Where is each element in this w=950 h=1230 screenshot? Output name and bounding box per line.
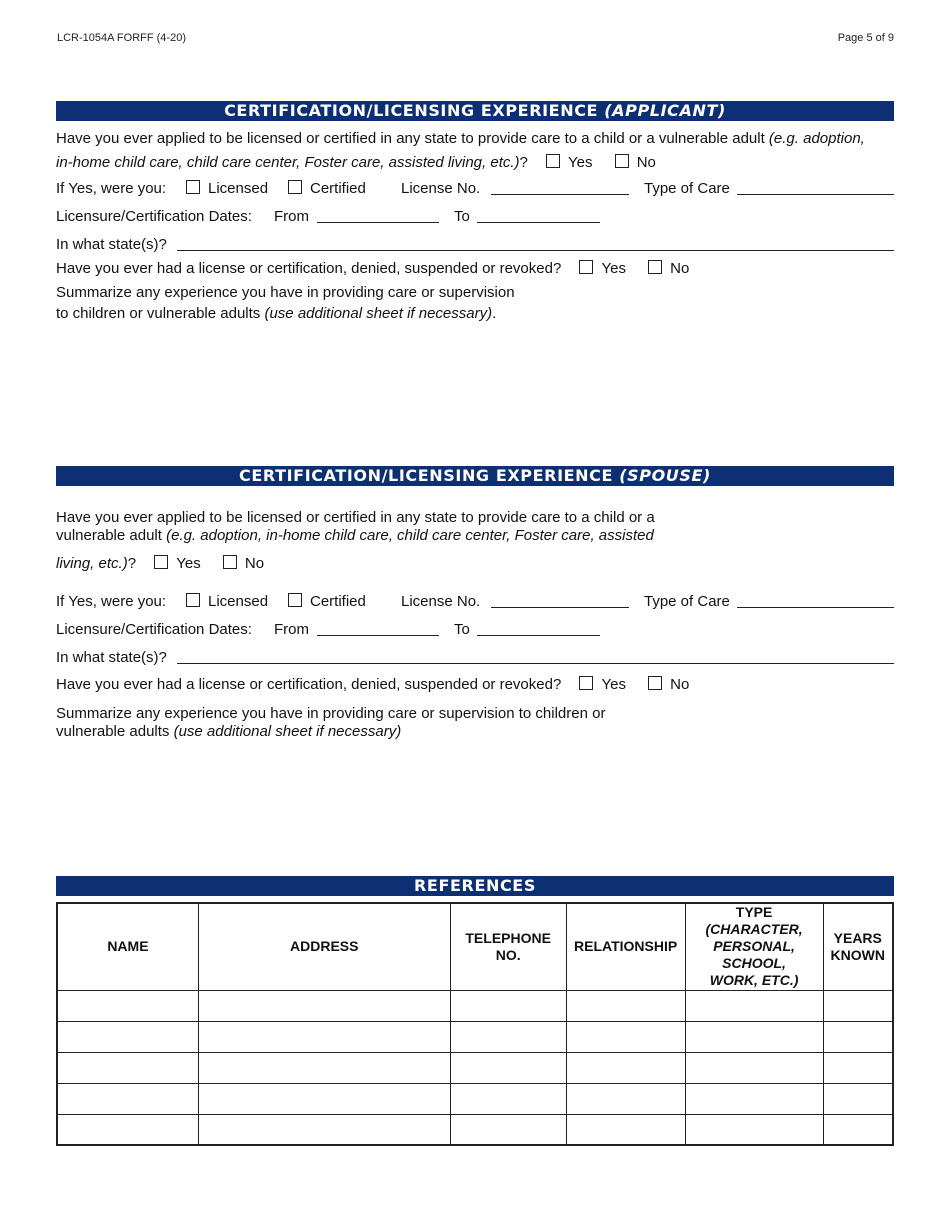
relationship-cell[interactable]: [566, 1083, 685, 1114]
question-mark: ?: [519, 154, 528, 171]
yes-label: Yes: [176, 555, 201, 572]
spouse-states-field[interactable]: [177, 663, 894, 664]
telephone-cell[interactable]: [450, 1083, 566, 1114]
spouse-revoked-yes-checkbox[interactable]: [579, 676, 593, 690]
applicant-section-header: [56, 101, 894, 121]
applicant-summary-prompt-line2: [56, 305, 496, 323]
applicant-from-label: From: [274, 208, 309, 225]
spouse-license-no-field[interactable]: [491, 607, 629, 608]
spouse-if-yes-label: If Yes, were you:: [56, 593, 167, 610]
spouse-from-label: From: [274, 621, 309, 638]
prompt-note: (use additional sheet if necessary): [264, 305, 493, 322]
years-known-cell[interactable]: [823, 990, 893, 1021]
spouse-licensed-checkbox[interactable]: [186, 593, 200, 607]
column-header-note: (CHARACTER, PERSONAL, SCHOOL, WORK, ETC.): [705, 921, 803, 989]
spouse-revoked-no-checkbox[interactable]: [648, 676, 662, 690]
spouse-license-no-label: License No.: [401, 593, 481, 610]
spouse-dates-label: Licensure/Certification Dates:: [56, 621, 252, 638]
references-section-header: [56, 876, 894, 896]
column-header-years-known: [823, 903, 893, 990]
applicant-type-of-care-label: Type of Care: [644, 180, 730, 197]
column-header-label: YEARS KNOWN: [830, 929, 885, 963]
relationship-cell[interactable]: [566, 990, 685, 1021]
no-label: No: [670, 676, 690, 693]
question-mark: ?: [127, 555, 137, 572]
applicant-revoked-no-option[interactable]: [648, 260, 689, 278]
column-header-label: RELATIONSHIP: [574, 938, 678, 955]
column-header-label: NAME: [107, 938, 149, 955]
spouse-applied-yes-checkbox[interactable]: [154, 555, 168, 569]
address-cell[interactable]: [198, 1052, 450, 1083]
references-header-row: [57, 903, 893, 990]
spouse-applied-yes-option[interactable]: [154, 555, 200, 573]
column-header-relationship: [566, 903, 685, 990]
table-row: [57, 990, 893, 1021]
applicant-licensed-checkbox[interactable]: [186, 180, 200, 194]
spouse-summary-prompt-line2: [56, 723, 401, 741]
applicant-to-label: To: [454, 208, 470, 225]
column-header-name: [57, 903, 198, 990]
applicant-from-date-field[interactable]: [317, 222, 439, 223]
address-cell[interactable]: [198, 1021, 450, 1052]
applicant-license-no-label: License No.: [401, 180, 481, 197]
type-cell[interactable]: [685, 1021, 823, 1052]
applicant-licensed-option[interactable]: [186, 180, 268, 198]
prompt-text: to children or vulnerable adults: [56, 305, 265, 322]
spouse-summary-area[interactable]: [56, 748, 894, 868]
spouse-section-title: CERTIFICATION/LICENSING EXPERIENCE: [239, 466, 614, 485]
page-number: Page 5 of 9: [837, 32, 894, 44]
name-cell[interactable]: [57, 1083, 198, 1114]
applicant-to-date-field[interactable]: [477, 222, 600, 223]
no-label: No: [670, 260, 690, 277]
applicant-applied-no-checkbox[interactable]: [615, 154, 629, 168]
spouse-type-of-care-label: Type of Care: [644, 593, 730, 610]
references-section-title: REFERENCES: [414, 876, 536, 895]
spouse-type-of-care-field[interactable]: [737, 607, 894, 608]
yes-label: Yes: [601, 676, 626, 693]
years-known-cell[interactable]: [823, 1083, 893, 1114]
telephone-cell[interactable]: [450, 990, 566, 1021]
table-row: [57, 1114, 893, 1145]
name-cell[interactable]: [57, 990, 198, 1021]
spouse-section-title-qualifier: (SPOUSE): [619, 466, 711, 485]
telephone-cell[interactable]: [450, 1114, 566, 1145]
column-header-label: ADDRESS: [290, 938, 359, 955]
spouse-applied-question-line2: [56, 527, 654, 545]
applicant-revoked-yes-checkbox[interactable]: [579, 260, 593, 274]
name-cell[interactable]: [57, 1114, 198, 1145]
address-cell[interactable]: [198, 1083, 450, 1114]
no-label: No: [244, 555, 265, 572]
applicant-applied-question-line2: [56, 154, 656, 172]
applicant-section-title-qualifier: (APPLICANT): [604, 101, 726, 120]
spouse-section-header: [56, 466, 894, 486]
question-text: Have you ever applied to be licensed or certified in any state to provide care to a child or a vulnerable adult: [56, 130, 769, 147]
column-header-telephone: [450, 903, 566, 990]
applicant-applied-yes-checkbox[interactable]: [546, 154, 560, 168]
applicant-dates-label: Licensure/Certification Dates:: [56, 208, 252, 225]
table-row: [57, 1021, 893, 1052]
relationship-cell[interactable]: [566, 1114, 685, 1145]
address-cell[interactable]: [198, 1114, 450, 1145]
spouse-licensed-option[interactable]: [186, 593, 268, 611]
years-known-cell[interactable]: [823, 1052, 893, 1083]
question-example: living, etc.): [56, 555, 128, 572]
applicant-certified-checkbox[interactable]: [288, 180, 302, 194]
question-text: vulnerable adult: [56, 527, 167, 544]
type-cell[interactable]: [685, 1083, 823, 1114]
name-cell[interactable]: [57, 1052, 198, 1083]
question-text: Have you ever had a license or certification, denied, suspended or revoked?: [56, 260, 562, 277]
no-label: No: [636, 154, 656, 171]
column-header-address: [198, 903, 450, 990]
type-cell[interactable]: [685, 1052, 823, 1083]
prompt-end: .: [492, 305, 497, 322]
applicant-summary-prompt-line1: Summarize any experience you have in providing care or supervision: [56, 284, 515, 301]
applicant-revoked-question: [56, 260, 689, 278]
applicant-certified-option[interactable]: [288, 180, 366, 198]
years-known-cell[interactable]: [823, 1021, 893, 1052]
spouse-applied-no-option[interactable]: [223, 555, 264, 573]
column-header-label: TYPE: [735, 904, 773, 921]
spouse-revoked-question: [56, 676, 689, 694]
applicant-applied-question-line1: [56, 130, 865, 148]
applicant-license-no-field[interactable]: [491, 194, 629, 195]
spouse-from-date-field[interactable]: [317, 635, 439, 636]
prompt-text: vulnerable adults: [56, 723, 174, 740]
type-cell[interactable]: [685, 1114, 823, 1145]
telephone-cell[interactable]: [450, 1052, 566, 1083]
licensed-label: Licensed: [208, 593, 269, 610]
certified-label: Certified: [310, 180, 366, 197]
applicant-applied-yes-option[interactable]: [546, 154, 592, 172]
table-row: [57, 1052, 893, 1083]
applicant-section-title: CERTIFICATION/LICENSING EXPERIENCE: [224, 101, 599, 120]
applicant-applied-no-option[interactable]: [615, 154, 656, 172]
applicant-if-yes-label: If Yes, were you:: [56, 180, 167, 197]
spouse-states-label: In what state(s)?: [56, 649, 167, 666]
spouse-revoked-yes-option[interactable]: [579, 676, 625, 694]
yes-label: Yes: [601, 260, 626, 277]
spouse-revoked-no-option[interactable]: [648, 676, 689, 694]
applicant-type-of-care-field[interactable]: [737, 194, 894, 195]
spouse-to-date-field[interactable]: [477, 635, 600, 636]
question-example: (e.g. adoption, in-home child care, child care center, Foster care, assisted: [166, 527, 654, 544]
applicant-states-field[interactable]: [177, 250, 894, 251]
telephone-cell[interactable]: [450, 1021, 566, 1052]
spouse-certified-option[interactable]: [288, 593, 366, 611]
spouse-certified-checkbox[interactable]: [288, 593, 302, 607]
spouse-applied-question-line1: Have you ever applied to be licensed or certified in any state to provide care to a child or a: [56, 509, 655, 526]
table-row: [57, 1083, 893, 1114]
form-code: LCR-1054A FORFF (4-20): [57, 32, 186, 44]
question-example: in-home child care, child care center, Foster care, assisted living, etc.): [56, 154, 520, 171]
certified-label: Certified: [310, 593, 366, 610]
spouse-summary-prompt-line1: Summarize any experience you have in providing care or supervision to children or: [56, 705, 606, 722]
spouse-applied-question-line3: [56, 555, 264, 573]
name-cell[interactable]: [57, 1021, 198, 1052]
applicant-revoked-yes-option[interactable]: [579, 260, 625, 278]
applicant-revoked-no-checkbox[interactable]: [648, 260, 662, 274]
references-table: [56, 902, 894, 1146]
applicant-states-label: In what state(s)?: [56, 236, 167, 253]
column-header-type: [685, 903, 823, 990]
licensed-label: Licensed: [208, 180, 269, 197]
question-example: (e.g. adoption,: [768, 130, 865, 147]
years-known-cell[interactable]: [823, 1114, 893, 1145]
relationship-cell[interactable]: [566, 1052, 685, 1083]
prompt-note: (use additional sheet if necessary): [173, 723, 402, 740]
references-body: [57, 990, 893, 1145]
address-cell[interactable]: [198, 990, 450, 1021]
question-text: Have you ever had a license or certification, denied, suspended or revoked?: [56, 676, 562, 693]
yes-label: Yes: [568, 154, 593, 171]
spouse-applied-no-checkbox[interactable]: [223, 555, 237, 569]
spouse-to-label: To: [454, 621, 470, 638]
column-header-label: TELEPHONE NO.: [465, 929, 551, 963]
type-cell[interactable]: [685, 990, 823, 1021]
applicant-summary-area[interactable]: [56, 330, 894, 450]
relationship-cell[interactable]: [566, 1021, 685, 1052]
